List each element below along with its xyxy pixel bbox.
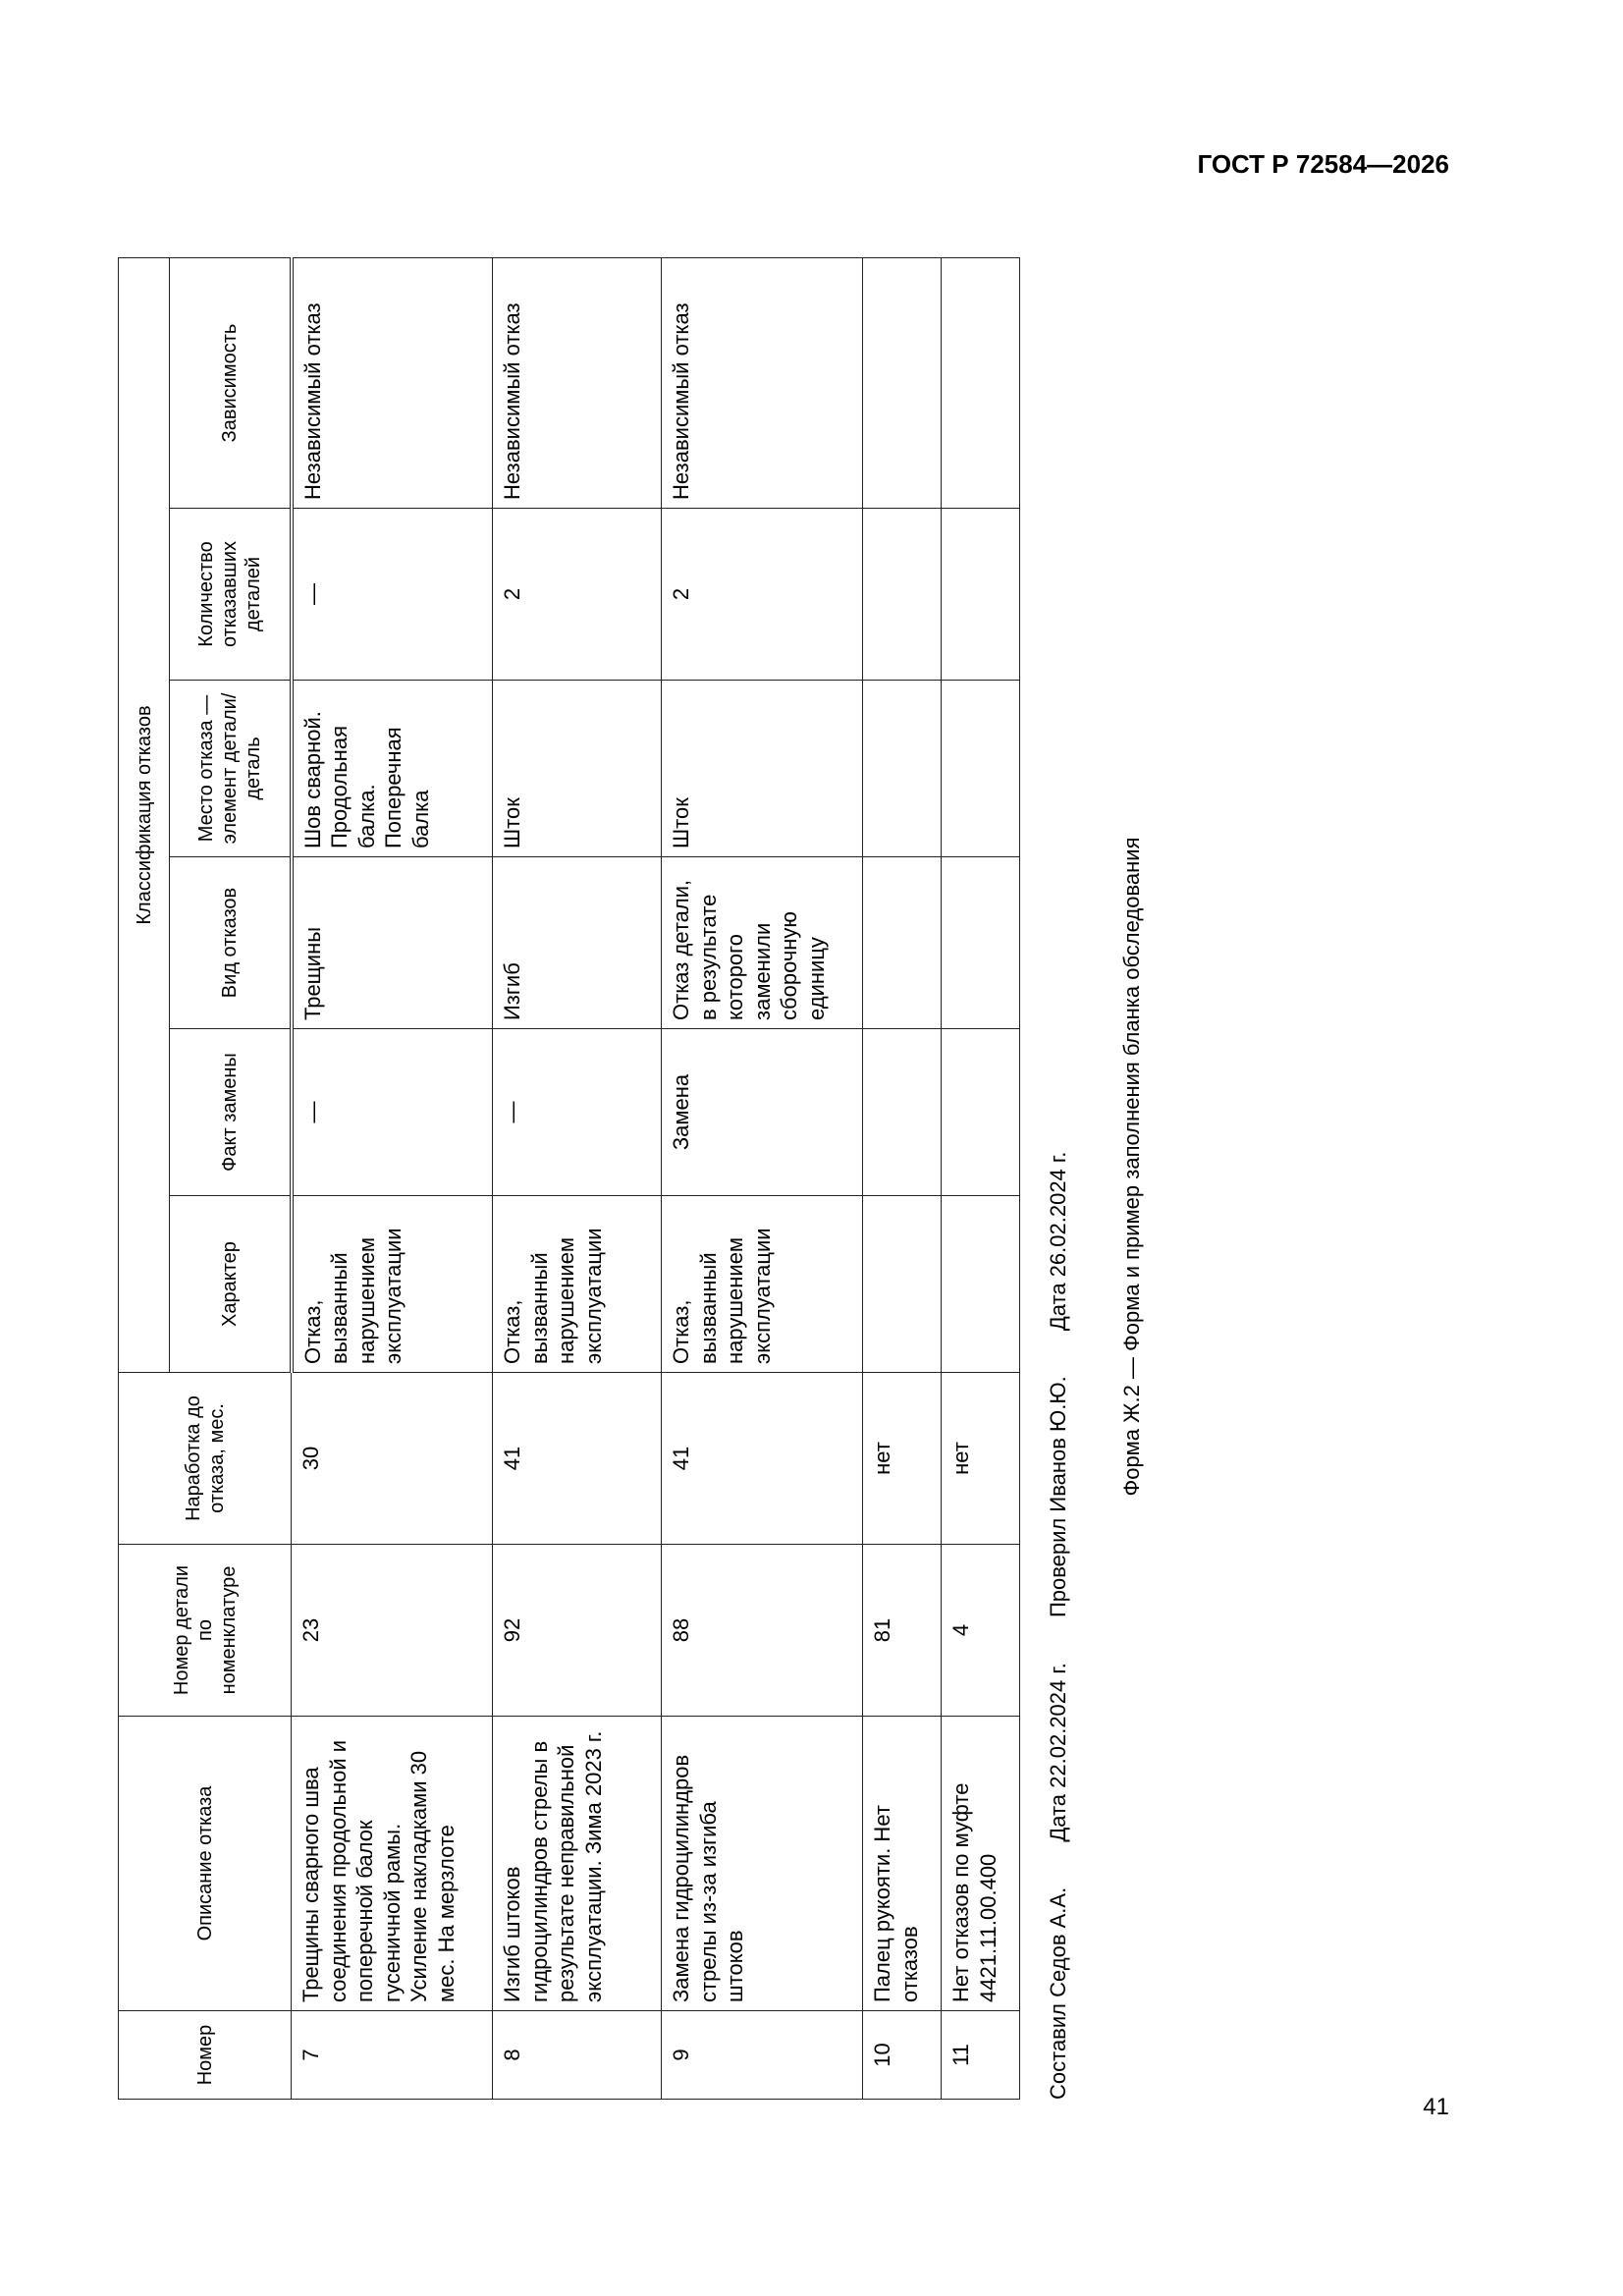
column-header-number: Номер [119, 2011, 292, 2100]
cell-location [863, 681, 942, 857]
cell-location [942, 681, 1020, 857]
cell-dependency [863, 258, 942, 509]
cell-dependency: Независимый отказ [493, 258, 662, 509]
cell-part-number: 4 [942, 1545, 1020, 1717]
cell-failure-type: Изгиб [493, 857, 662, 1029]
cell-description: Замена гидроцилиндров стрелы из-за изгиба штоков [662, 1717, 863, 2011]
cell-part-number: 92 [493, 1545, 662, 1717]
cell-replacement [942, 1029, 1020, 1196]
table-row [942, 258, 1020, 2100]
cell-location: Шток [493, 681, 662, 857]
compiled-by: Составил Седов А.А. [1046, 1886, 1070, 2100]
cell-location: Шток [662, 681, 863, 857]
cell-number: 11 [942, 2011, 1020, 2100]
cell-character: Отказ, вызванный нарушением эксплуатации [662, 1196, 863, 1373]
cell-description: Трещины сварного шва соединения продольной и поперечной балок гусеничной рамы. Усиление накладками 30 мес. На мерзлоте [292, 1717, 493, 2011]
cell-replacement: — [493, 1029, 662, 1196]
form-caption: Форма Ж.2 — Форма и пример заполнения бланка обследования [1119, 837, 1144, 1497]
table-row [863, 258, 942, 2100]
cell-operating-time: нет [863, 1373, 942, 1545]
checked-by: Проверил Иванов Ю.Ю. [1046, 1376, 1070, 1618]
cell-character [942, 1196, 1020, 1373]
cell-operating-time: нет [942, 1373, 1020, 1545]
column-header-replacement: Факт замены [170, 1029, 292, 1196]
cell-operating-time: 41 [493, 1373, 662, 1545]
column-header-description: Описание отказа [119, 1717, 292, 2011]
cell-failure-type [863, 857, 942, 1029]
cell-description: Палец рукояти. Нет отказов [863, 1717, 942, 2011]
cell-replacement [863, 1029, 942, 1196]
cell-count [863, 509, 942, 681]
cell-number: 9 [662, 2011, 863, 2100]
cell-failure-type [942, 857, 1020, 1029]
cell-number: 7 [292, 2011, 493, 2100]
cell-count: 2 [493, 509, 662, 681]
table-row [493, 258, 662, 2100]
cell-part-number: 81 [863, 1545, 942, 1717]
cell-number: 10 [863, 2011, 942, 2100]
cell-part-number: 23 [292, 1545, 493, 1717]
cell-location: Шов сварной. Продольная балка. Поперечная балка [292, 681, 493, 857]
column-group-classification: Классификация отказов [119, 258, 170, 1373]
cell-replacement: Замена [662, 1029, 863, 1196]
compiled-date: Дата 22.02.2024 г. [1046, 1663, 1070, 1842]
rotated-content [118, 234, 1257, 2100]
cell-dependency: Независимый отказ [292, 258, 493, 509]
survey-table [118, 257, 1020, 2100]
cell-count: 2 [662, 509, 863, 681]
cell-character: Отказ, вызванный нарушением эксплуатации [493, 1196, 662, 1373]
cell-character: Отказ, вызванный нарушением эксплуатации [292, 1196, 493, 1373]
cell-count [942, 509, 1020, 681]
cell-failure-type: Трещины [292, 857, 493, 1029]
cell-replacement: — [292, 1029, 493, 1196]
cell-description: Нет отказов по муфте 4421.11.00.400 [942, 1717, 1020, 2011]
column-header-dependency: Зависимость [170, 258, 292, 509]
column-header-count: Количество отказавших деталей [170, 509, 292, 681]
document-code: ГОСТ Р 72584—2026 [1197, 149, 1449, 179]
column-header-location: Место отказа — элемент детали/деталь [170, 681, 292, 857]
cell-dependency [942, 258, 1020, 509]
signature-line [1046, 234, 1071, 2100]
table-row [292, 258, 493, 2100]
cell-part-number: 88 [662, 1545, 863, 1717]
cell-character [863, 1196, 942, 1373]
page-number: 41 [1423, 2094, 1449, 2120]
cell-operating-time: 41 [662, 1373, 863, 1545]
column-header-part-number: Номер детали по номенклатуре [119, 1545, 292, 1717]
cell-dependency: Независимый отказ [662, 258, 863, 509]
cell-operating-time: 30 [292, 1373, 493, 1545]
checked-date: Дата 26.02.2024 г. [1046, 1151, 1070, 1332]
cell-count: — [292, 509, 493, 681]
cell-number: 8 [493, 2011, 662, 2100]
column-header-failure-type: Вид отказов [170, 857, 292, 1029]
cell-description: Изгиб штоков гидроцилиндров стрелы в результате неправильной эксплуатации. Зима 2023 г. [493, 1717, 662, 2011]
column-header-operating-time: Наработка до отказа, мес. [119, 1373, 292, 1545]
table-row [662, 258, 863, 2100]
cell-failure-type: Отказ детали, в результате которого заменили сборочную единицу [662, 857, 863, 1029]
group-header-row [119, 258, 170, 2100]
column-header-character: Характер [170, 1196, 292, 1373]
